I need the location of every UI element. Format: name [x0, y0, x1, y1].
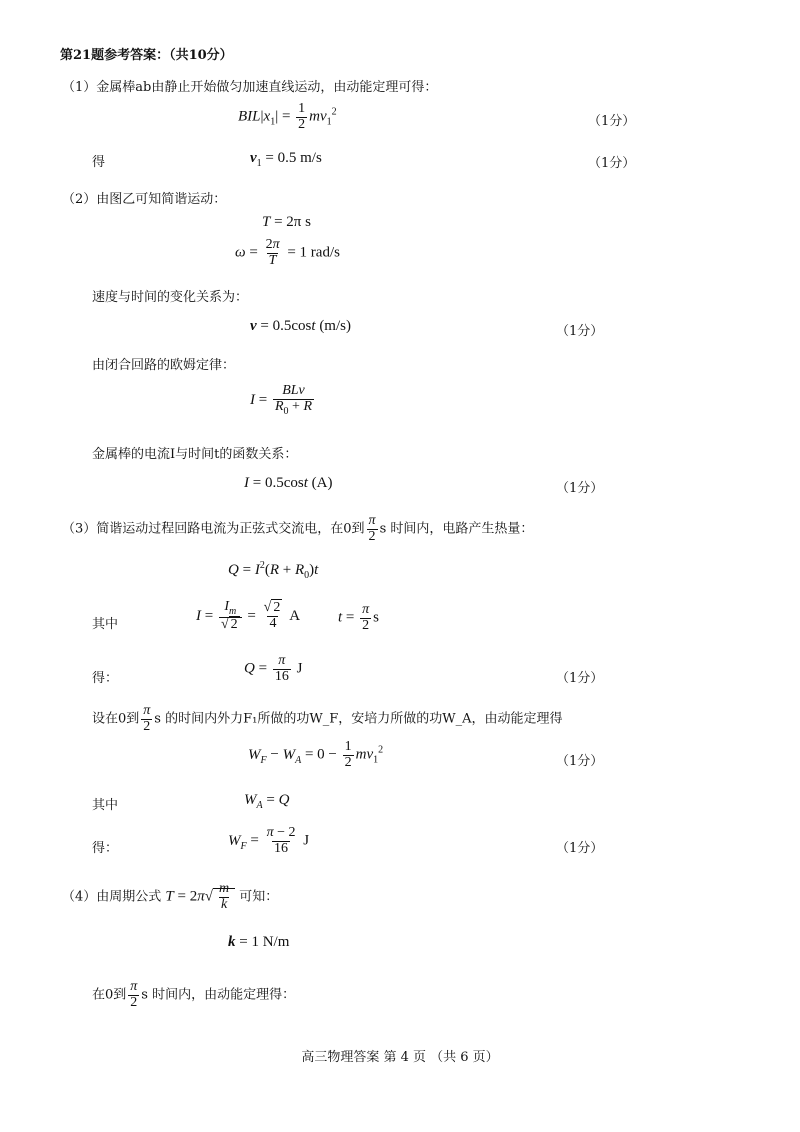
part2-intro: （2）由图乙可知简谐运动： — [62, 192, 227, 207]
score-2: （1分） — [588, 156, 636, 171]
part1-intro: （1）金属棒ab由静止开始做匀加速直线运动，由动能定理可得： — [62, 80, 438, 95]
de-label-3: 得： — [92, 841, 119, 856]
current-text: 金属棒的电流I与时间t的函数关系： — [92, 447, 298, 462]
last-text: 在0到 $\frac{\pi}{2}$ s 时间内，由动能定理得： — [92, 979, 296, 1010]
score-4: （1分） — [556, 481, 604, 496]
score-7: （1分） — [556, 841, 604, 856]
score-1: （1分） — [588, 114, 636, 129]
qizhong-label: 其中 — [92, 617, 119, 632]
page-footer: 高三物理答案 第 4 页 （共 6 页） — [301, 1050, 499, 1065]
score-3: （1分） — [556, 324, 604, 339]
part4-intro: （4）由周期公式 T = 2π√ $\frac{m}{k}$ 可知： — [62, 881, 279, 912]
score-5: （1分） — [556, 671, 604, 686]
equation-v: v = 0.5cost (m/s) — [250, 318, 351, 334]
equation-WF: $W_F$ = $\frac{\pi - 2}{16}$ J — [228, 825, 310, 856]
equation-I: I = 0.5cost (A) — [244, 475, 333, 491]
equation-t: t = $\frac{\pi}{2}$ s — [338, 602, 379, 633]
equation-v1: $v_1 = 0.5$ m/s — [250, 150, 322, 169]
ohm-text: 由闭合回路的欧姆定律： — [92, 358, 236, 373]
speed-text: 速度与时间的变化关系为： — [92, 290, 249, 305]
equation-I-rms: I = $\frac{I_m}{√ 2}$ = $\frac{√ 2}{4}$ A — [196, 599, 301, 633]
equation-1: $BIL|x_1|$ = $\frac{1}{2}$ $mv_1^2$ — [238, 101, 337, 132]
equation-ohm: I = $\frac{\text{BLv}}{R_0 + R}$ — [250, 383, 312, 417]
part3-intro: （3）简谐运动过程回路电流为正弦式交流电，在0到 $\frac{\pi}{2}$ s 时间内，电路产生热量： — [62, 513, 534, 544]
qizhong-label-2: 其中 — [92, 798, 119, 813]
work-text: 设在0到 $\frac{\pi}{2}$ s 的时间内外力F₁所做的功W_F，安培力所做的功W_A，由动能定理得 — [92, 703, 563, 734]
page-title: 第21题参考答案：（共10分） — [60, 48, 233, 63]
equation-WA: $W_A = Q$ — [244, 792, 290, 811]
equation-Q-value: Q = $\frac{\pi}{16}$ J — [244, 653, 303, 684]
equation-T: T = 2π s — [262, 214, 311, 230]
score-6: （1分） — [556, 754, 604, 769]
de-label: 得 — [92, 155, 106, 170]
equation-k: k = 1 N/m — [228, 934, 290, 950]
equation-work: $W_F - W_A = 0$ − $\frac{1}{2}$ $mv_1^2$ — [248, 739, 384, 770]
equation-omega: ω = $\frac{2\pi}{T}$ = 1 rad/s — [235, 237, 340, 268]
equation-Q: $Q = I^2(R + R_0)t$ — [228, 560, 319, 581]
de-label-2: 得： — [92, 671, 119, 686]
